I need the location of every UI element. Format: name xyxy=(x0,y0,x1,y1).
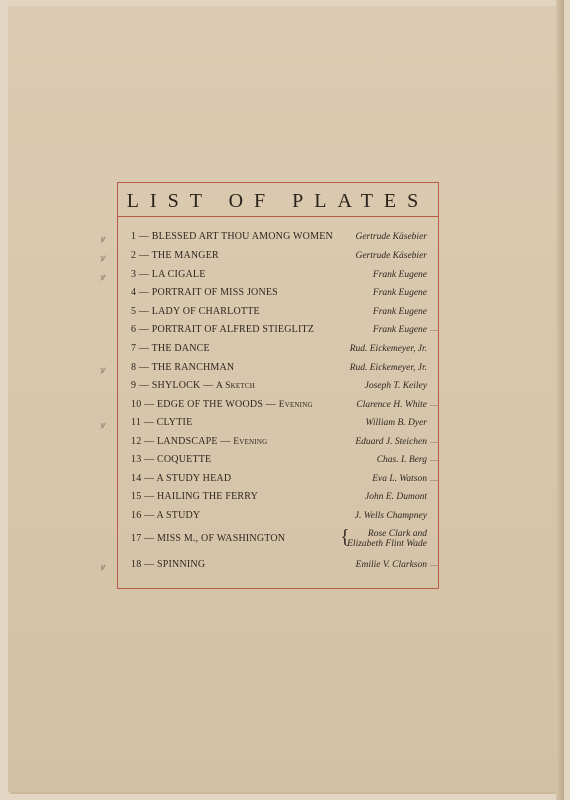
plate-title: 4 — PORTRAIT OF MISS JONES xyxy=(131,287,278,298)
plate-artist: Eva L. Watson xyxy=(372,474,427,484)
plate-row-12 xyxy=(131,434,427,450)
plate-title-sub: A Sketch xyxy=(216,381,255,391)
plate-artist: Rud. Eickemeyer, Jr. xyxy=(349,344,427,354)
plate-title: 2 — THE MANGER xyxy=(131,250,219,261)
pencil-dash-mark xyxy=(430,480,438,481)
plate-row-10 xyxy=(131,397,427,413)
plate-row-9 xyxy=(131,378,427,394)
plate-artist-line-1: Rose Clark and xyxy=(367,529,427,539)
plate-artist: Eduard J. Steichen xyxy=(355,437,427,447)
plate-title: 6 — PORTRAIT OF ALFRED STIEGLITZ xyxy=(131,324,315,335)
plate-row-6 xyxy=(131,322,427,338)
plate-artist: John E. Dumont xyxy=(364,492,427,502)
pencil-dash-mark xyxy=(430,405,438,406)
plate-row-1 xyxy=(131,229,427,245)
page-title: LIST OF PLATES xyxy=(126,190,430,212)
plate-title: 18 — SPINNING xyxy=(131,559,206,570)
plate-title: 3 — LA CIGALE xyxy=(131,269,206,280)
pencil-check-mark: ꝟ xyxy=(100,272,105,282)
plate-title: 12 — LANDSCAPE — Evening xyxy=(131,436,268,447)
plate-title: 1 — BLESSED ART THOU AMONG WOMEN xyxy=(131,231,333,242)
plate-row-7 xyxy=(131,341,427,357)
pencil-check-mark: ꝟ xyxy=(100,253,105,263)
plate-artist: Joseph T. Keiley xyxy=(364,381,427,391)
plate-title: 8 — THE RANCHMAN xyxy=(131,362,235,373)
plate-artist: Emilie V. Clarkson xyxy=(355,560,427,570)
pencil-check-mark: ꝟ xyxy=(100,420,105,430)
plate-artist: J. Wells Champney xyxy=(354,511,427,521)
plate-row-16 xyxy=(131,508,427,524)
plate-artist: Clarence H. White xyxy=(356,400,427,410)
plate-row-2 xyxy=(131,248,427,264)
plate-row-18 xyxy=(131,557,427,573)
plate-artist: Frank Eugene xyxy=(372,288,427,298)
plate-artist: Gertrude Käsebier xyxy=(355,232,427,242)
plate-artist-line-2: Elizabeth Flint Wade xyxy=(347,539,427,549)
plate-title: 5 — LADY OF CHARLOTTE xyxy=(131,306,260,317)
plate-title-sub: Evening xyxy=(278,400,313,410)
plate-row-4 xyxy=(131,285,427,301)
plate-title: 11 — CLYTIE xyxy=(131,417,193,428)
plate-row-11 xyxy=(131,415,427,431)
plate-title: 9 — SHYLOCK — A Sketch xyxy=(131,380,255,391)
brace-mark: { xyxy=(340,526,350,548)
plate-artist: Frank Eugene xyxy=(372,270,427,280)
plate-title: 7 — THE DANCE xyxy=(131,343,210,354)
pencil-check-mark: ꝟ xyxy=(100,562,105,572)
plate-row-13 xyxy=(131,452,427,468)
plate-title: 15 — HAILING THE FERRY xyxy=(131,491,258,502)
plate-artist: Frank Eugene xyxy=(372,307,427,317)
plate-artist: Rud. Eickemeyer, Jr. xyxy=(349,363,427,373)
plate-title: 16 — A STUDY xyxy=(131,510,201,521)
plate-title-sub: Evening xyxy=(233,437,268,447)
plate-title: 10 — EDGE OF THE WOODS — Evening xyxy=(131,399,313,410)
plate-artist: Chas. I. Berg xyxy=(376,455,427,465)
plate-title: 13 — COQUETTE xyxy=(131,454,212,465)
plate-title: 14 — A STUDY HEAD xyxy=(131,473,232,484)
plate-title: 17 — MISS M., OF WASHINGTON xyxy=(131,533,286,544)
plate-artist: Gertrude Käsebier xyxy=(355,251,427,261)
pencil-dash-mark xyxy=(430,330,438,331)
plate-artist xyxy=(340,526,427,549)
pencil-dash-mark xyxy=(430,565,438,566)
pencil-check-mark: ꝟ xyxy=(100,365,105,375)
title-rule xyxy=(117,216,439,217)
plate-row-3 xyxy=(131,267,427,283)
plate-row-15 xyxy=(131,489,427,505)
page-edge xyxy=(556,0,564,800)
plate-row-5 xyxy=(131,304,427,320)
plate-row-14 xyxy=(131,471,427,487)
plate-row-17 xyxy=(131,526,427,549)
pencil-check-mark: ꝟ xyxy=(100,234,105,244)
plate-artist: Frank Eugene xyxy=(372,325,427,335)
pencil-dash-mark xyxy=(430,460,438,461)
plate-row-8 xyxy=(131,360,427,376)
pencil-dash-mark xyxy=(430,442,438,443)
plate-artist: William B. Dyer xyxy=(365,418,427,428)
